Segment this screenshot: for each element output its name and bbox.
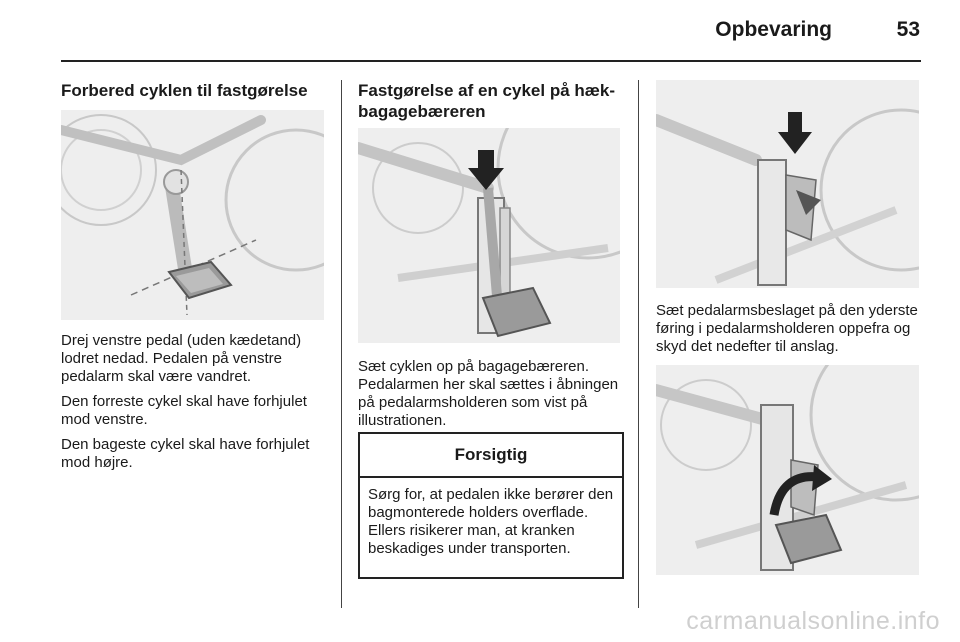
caution-title: Forsigtig — [360, 434, 622, 478]
column-divider-2 — [638, 80, 639, 608]
caution-box — [358, 432, 624, 579]
instruction-paragraph-5: Sæt pedalarmsbeslaget på den yderste føring i pedalarmsholderen oppefra og skyd det nedefter til anslag. — [656, 302, 918, 355]
page-header-title: Opbevaring — [715, 18, 832, 41]
instruction-paragraph-3: Den bageste cykel skal have forhjulet mod højre. — [61, 436, 310, 471]
column-1 — [61, 80, 331, 101]
column-2-body — [358, 358, 620, 437]
instruction-paragraph-4: Sæt cyklen op på bagagebæreren. Pedalarmen her skal sættes i åbningen på pedalarmsholderen som vist på illustrationen. — [358, 358, 619, 429]
illustration-bracket-insert — [656, 80, 919, 288]
illustration-bracket-slide — [656, 365, 919, 575]
instruction-paragraph-2: Den forreste cykel skal have forhjulet mod venstre. — [61, 393, 307, 428]
page-number: 53 — [896, 18, 920, 41]
column-3-body — [656, 302, 922, 363]
caution-text: Sørg for, at pedalen ikke berører den bagmonterede holders overflade. Ellers risikerer man, at kranken beskadiges under transporten. — [368, 486, 614, 557]
illustration-pedal-position — [61, 110, 324, 320]
watermark-text: carmanualsonline.info — [686, 607, 940, 635]
instruction-paragraph-1: Drej venstre pedal (uden kædetand) lodret nedad. Pedalen på venstre pedalarm skal være vandret. — [61, 332, 302, 385]
column-2 — [358, 80, 628, 122]
down-arrow-icon — [778, 112, 812, 154]
column-1-body — [61, 332, 327, 479]
header-divider — [61, 60, 921, 62]
section-heading-prepare: Forbered cyklen til fastgørelse — [61, 81, 308, 100]
illustration-attach-bike — [358, 128, 620, 343]
column-divider-1 — [341, 80, 342, 608]
section-heading-attach: Fastgørelse af en cykel på hæk-bagagebæreren — [358, 81, 615, 121]
